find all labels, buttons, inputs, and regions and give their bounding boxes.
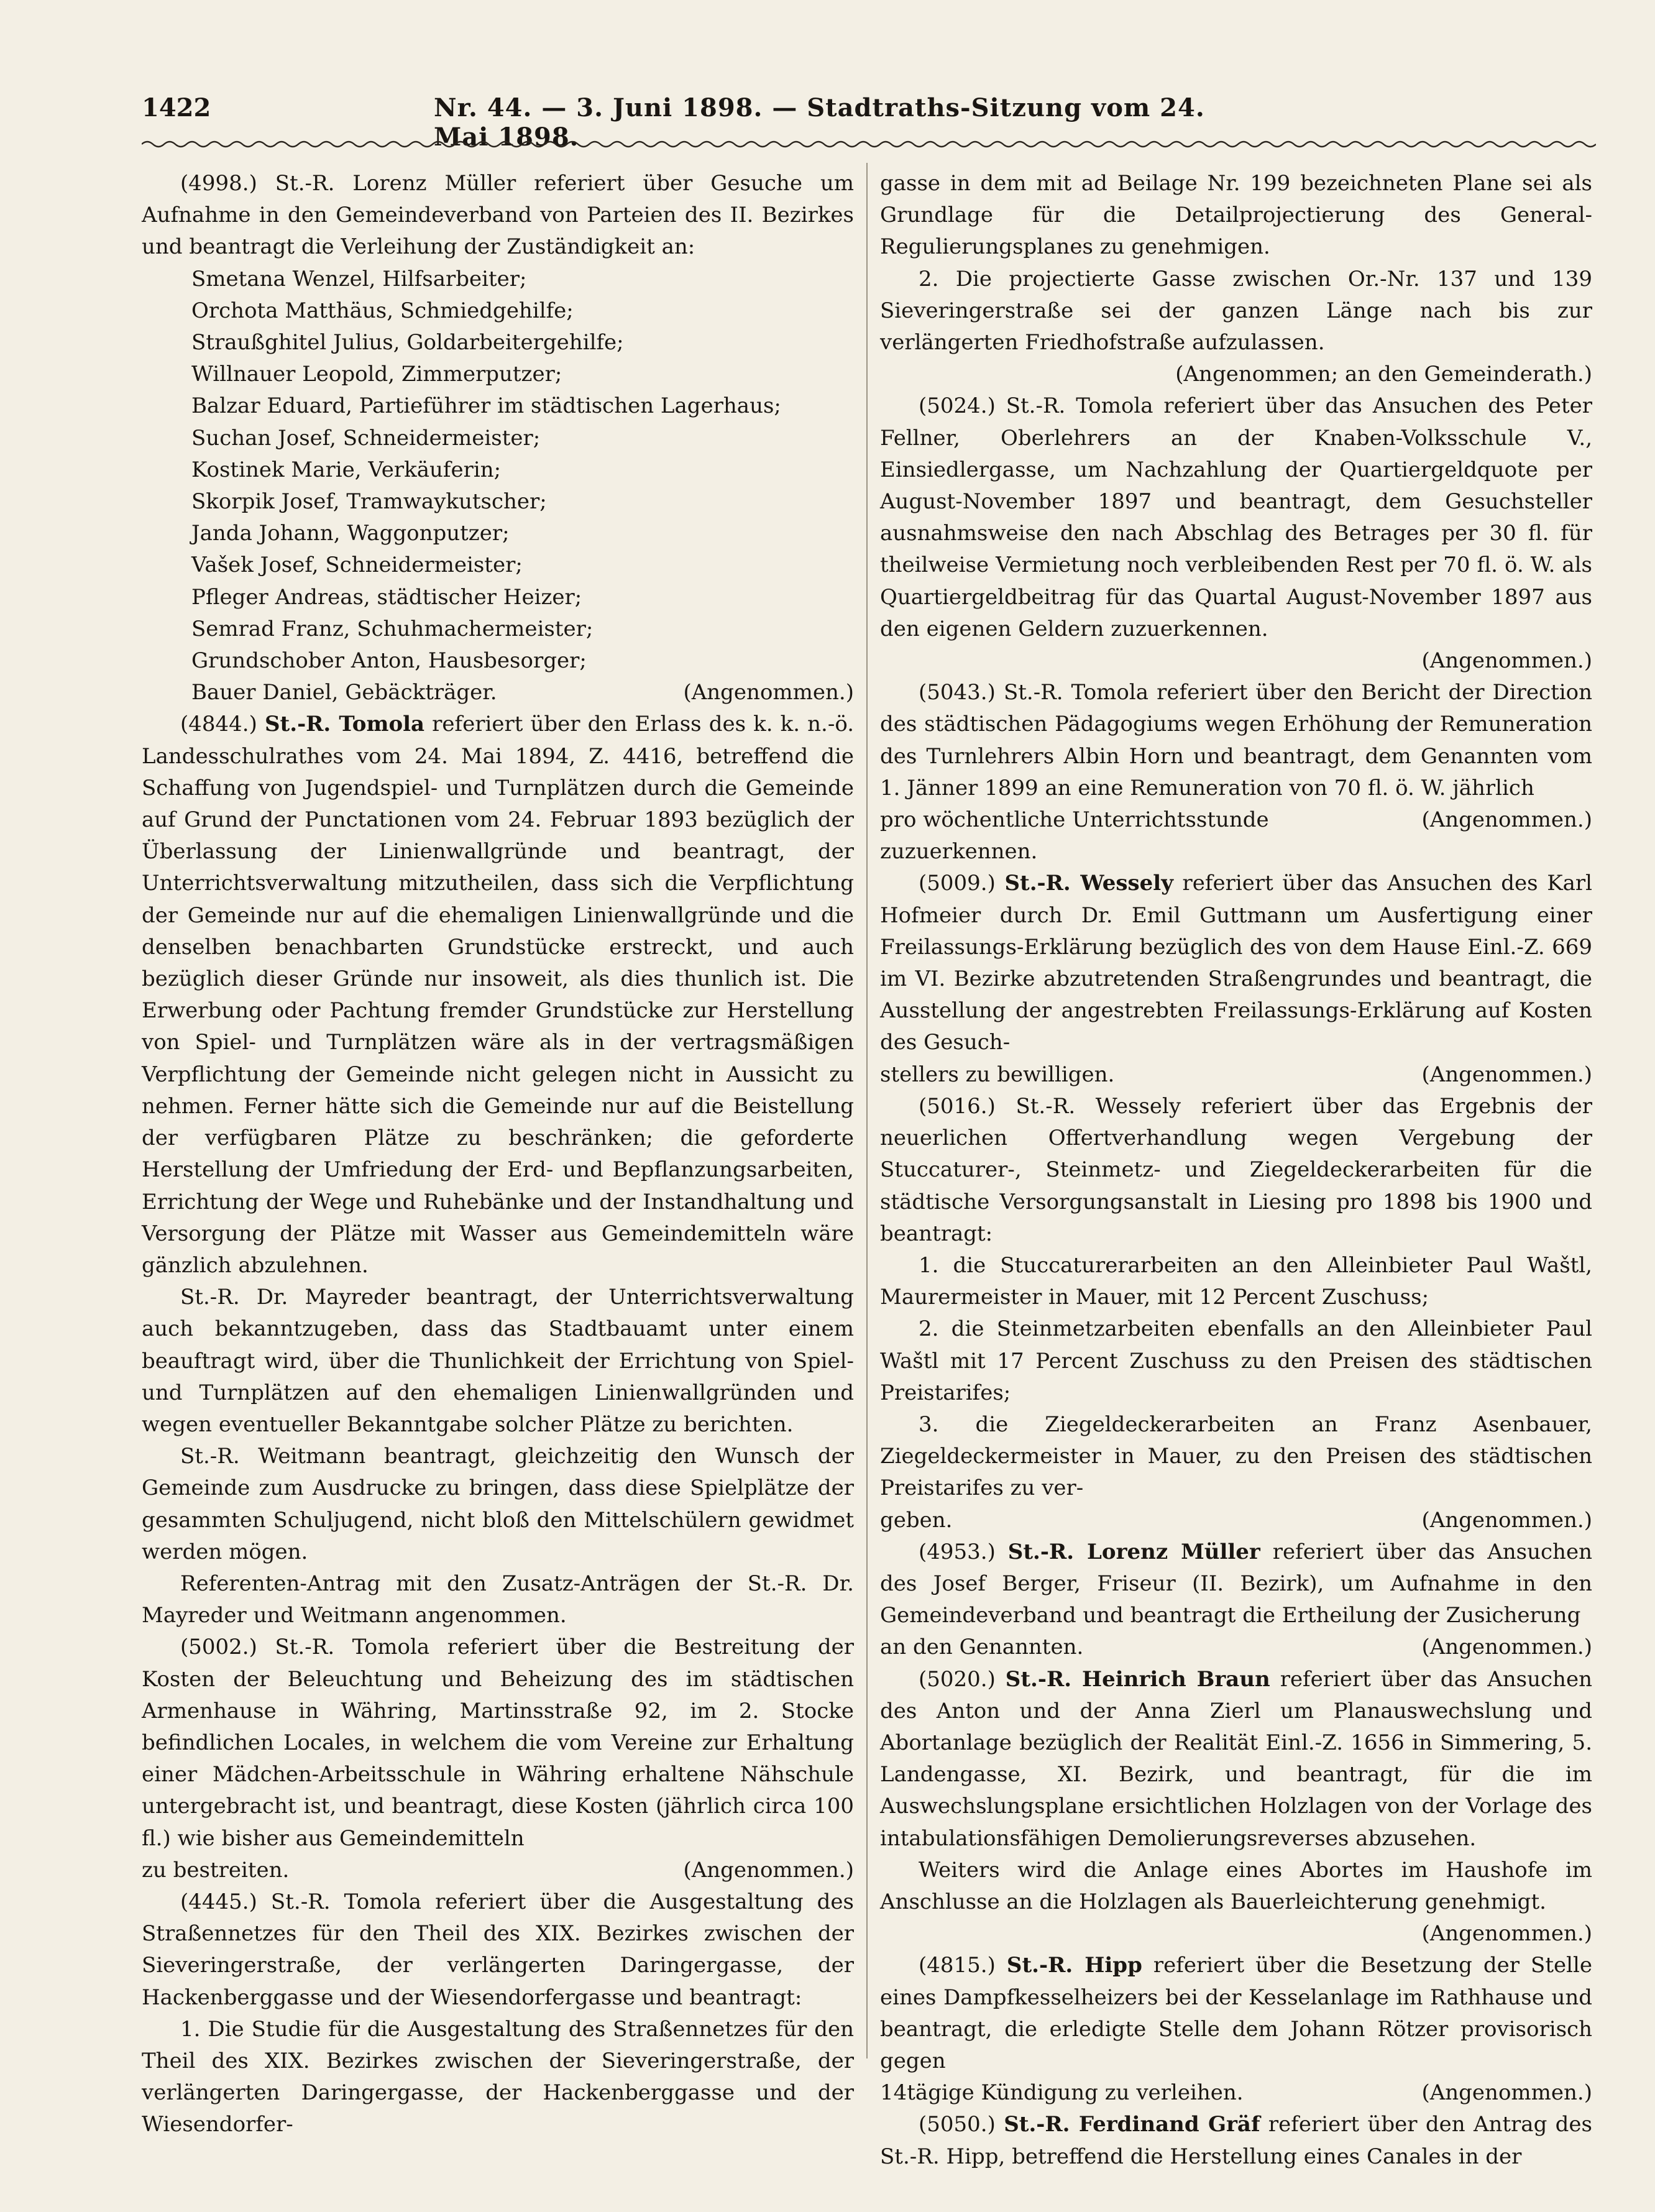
status-accepted: (Angenommen.) [1421, 2080, 1592, 2106]
entry-4953-end [880, 1631, 1592, 1663]
entry-text: referiert über das Ansuchen des Josef Berger, Friseur (II. Bezirk), um Aufnahme in den Gemeindeverband und beantragt die Ertheilung der Zusicherung [880, 1539, 1592, 1628]
status-accepted: (Angenommen.) [1421, 1635, 1592, 1660]
entry-5016-point-3: 3. die Ziegeldeckerarbeiten an Franz Asenbauer, Ziegeldeckermeister in Mauer, zu den Preisen des städtischen Preistarifes zu ver- [880, 1411, 1592, 1501]
entry-text: referiert über die Besetzung der Stelle eines Dampfkesselheizers bei der Kesselanlage im Rathhause und beantragt, die erledigte Stelle dem Johann Rötzer provisorisch gegen [880, 1953, 1592, 2073]
councillor-name: St.-R. Wessely [1004, 871, 1173, 896]
list-item: Vašek Josef, Schneidermeister; [191, 553, 523, 578]
status-accepted: (Angenommen.) [1421, 807, 1592, 833]
entry-4445-point-2: 2. Die projectierte Gasse zwischen Or.-Nr. 137 und 139 Sieveringerstraße sei der ganzen Länge nach bis zur verlängerten Friedhofstraße aufzulassen. [880, 266, 1592, 356]
entry-5009-end [880, 1059, 1592, 1091]
list-item: Orchota Matthäus, Schmiedgehilfe; [191, 298, 574, 323]
entry-text-end: geben. [880, 1507, 953, 1533]
entry-5009 [880, 868, 1592, 1058]
entry-4998-text: (4998.) St.-R. Lorenz Müller referiert über Gesuche um Aufnahme in den Gemeindeverband von Parteien des II. Bezirkes und beantragt die Verleihung der Zuständigkeit an: [142, 171, 854, 260]
councillor-name: St.-R. Hipp [1006, 1953, 1142, 1978]
list-item: Janda Johann, Waggonputzer; [191, 521, 510, 546]
running-title: Nr. 44. — 3. Juni 1898. — Stadtraths-Sitzung vom 24. Mai 1898. [434, 93, 1205, 152]
entry-5050 [880, 2109, 1592, 2172]
entry-4815-end [880, 2077, 1592, 2109]
referenten-antrag: Referenten-Antrag mit den Zusatz-Anträgen der St.-R. Dr. Mayreder und Weitmann angenommen. [142, 1571, 854, 1628]
councillor-name: St.-R. Tomola [264, 712, 425, 737]
entry-number: (5020.) [919, 1666, 996, 1692]
entry-text-end: an den Genannten. [880, 1635, 1084, 1660]
entry-5020 [880, 1664, 1592, 1855]
entry-5016-point-1: 1. die Stuccaturerarbeiten an den Alleinbieter Paul Waštl, Maurermeister in Mauer, mit 12 Percent Zuschuss; [880, 1252, 1592, 1310]
entry-5002: (5002.) St.-R. Tomola referiert über die Bestreitung der Kosten der Beleuchtung und Beheizung des im städtischen Armenhause in Währing, Martinsstraße 92, im 2. Stocke befindlichen Locales, in welchem die vom Vereine zur Erhaltung einer Mädchen-Arbeitsschule in Währing erhaltene Nähschule untergebracht ist, und beantragt, diese Kosten (jährlich circa 100 fl.) wie bisher aus Gemeindemitteln [142, 1635, 854, 1851]
status-accepted: (Angenommen.) [1421, 1921, 1592, 1947]
status-accepted: (Angenommen.) [1421, 1062, 1592, 1087]
status-accepted: (Angenommen.) [683, 1857, 854, 1883]
entry-5002-end [142, 1855, 854, 1886]
entry-5016: (5016.) St.-R. Wessely referiert über das Ergebnis der neuerlichen Offertverhandlung wegen Vergebung der Stuccaturer-, Steinmetz- und Ziegeldeckerarbeiten für die städtische Versorgungsanstalt in Liesing pro 1898 bis 1900 und beantragt: [880, 1093, 1592, 1246]
list-item: Suchan Josef, Schneidermeister; [191, 425, 541, 451]
list-item: Bauer Daniel, Gebäckträger. [191, 680, 497, 705]
list-item: Smetana Wenzel, Hilfsarbeiter; [191, 266, 527, 291]
councillor-name: St.-R. Heinrich Braun [1005, 1666, 1270, 1692]
list-item: Straußghitel Julius, Goldarbeitergehilfe; [191, 330, 624, 356]
councillor-name: St.-R. Lorenz Müller [1007, 1539, 1260, 1564]
header-wavy-rule [142, 138, 1596, 150]
list-item-last [142, 677, 854, 709]
names-list [142, 264, 854, 709]
entry-5043: (5043.) St.-R. Tomola referiert über den Bericht der Direction des städtischen Pädagogiums wegen Erhöhung der Remuneration des Turnlehrers Albin Horn und beantragt, dem Genannten vom 1. Jänner 1899 an eine Remuneration von 70 fl. ö. W. jährlich [880, 680, 1592, 801]
list-item: Semrad Franz, Schuhmachermeister; [191, 616, 594, 641]
entry-4445: (4445.) St.-R. Tomola referiert über die Ausgestaltung des Straßennetzes für den Theil des XIX. Bezirkes zwischen der Sieveringerstraße, der verlängerten Daringergasse, der Hackenberggasse und der Wiesendorfergasse und beantragt: [142, 1889, 854, 2010]
list-item: Pfleger Andreas, städtischer Heizer; [191, 584, 582, 610]
entry-5016-end [880, 1505, 1592, 1536]
entry-4445-point-1: 1. Die Studie für die Ausgestaltung des Straßennetzes für den Theil des XIX. Bezirkes zwischen der Sieveringerstraße, der verlängerten Daringergasse, der Hackenberggasse und der Wiesendorfer- [142, 2016, 854, 2137]
list-item: Balzar Eduard, Partieführer im städtischen Lagerhaus; [191, 393, 781, 419]
entry-5043-end [880, 804, 1592, 868]
entry-5024: (5024.) St.-R. Tomola referiert über das Ansuchen des Peter Fellner, Oberlehrers an der Knaben-Volksschule V., Einsiedlergasse, um Nachzahlung der Quartiergeldquote per August-November 1897 und beantragt, dem Gesuchsteller ausnahmsweise den nach Abschlag des Betrages per 30 fl. für theilweise Vermietung noch verbleibenden Rest per 70 fl. ö. W. als Quartiergeldbeitrag für das Quartal August-November 1897 aus den eigenen Geldern zuzuerkennen. [880, 393, 1592, 641]
entry-text-end: 14tägige Kündigung zu verleihen. [880, 2080, 1244, 2106]
left-column [142, 168, 854, 2141]
page-header [142, 93, 1267, 152]
list-item: Willnauer Leopold, Zimmerputzer; [191, 362, 562, 387]
entry-5016-point-2: 2. die Steinmetzarbeiten ebenfalls an den Alleinbieter Paul Waštl mit 17 Percent Zuschuss zu den Preisen des städtischen Preistarifes; [880, 1316, 1592, 1405]
status-accepted: (Angenommen.) [1421, 1507, 1592, 1533]
entry-text-end: pro wöchentliche Unterrichtsstunde zuzuerkennen. [880, 807, 1269, 865]
weitmann-motion: St.-R. Weitmann beantragt, gleichzeitig den Wunsch der Gemeinde zum Ausdrucke zu bringen, dass diese Spielplätze der gesammten Schuljugend, nicht bloß den Mittelschülern gewidmet werden mögen. [142, 1444, 854, 1564]
entry-4844 [142, 709, 854, 1282]
entry-number: (5050.) [919, 2112, 996, 2137]
status-accepted: (Angenommen; an den Gemeinderath.) [1175, 362, 1592, 387]
list-item: Grundschober Anton, Hausbesorger; [191, 648, 587, 674]
entry-4815 [880, 1950, 1592, 2077]
status-accepted: (Angenommen.) [1421, 648, 1592, 674]
entry-number: (4953.) [919, 1539, 996, 1564]
entry-number: (5009.) [919, 871, 996, 896]
status-accepted: (Angenommen.) [683, 680, 854, 705]
entry-number: (4844.) [180, 712, 257, 737]
mayreder-motion: St.-R. Dr. Mayreder beantragt, der Unterrichtsverwaltung auch bekanntzugeben, dass das Stadtbauamt unter einem beauftragt wird, über die Thunlichkeit der Errichtung von Spiel- und Turnplätzen auf den ehemaligen Linienwallgründen und wegen eventueller Bekanntgabe solcher Plätze zu berichten. [142, 1285, 854, 1437]
entry-text: referiert über den Erlass des k. k. n.-ö. Landesschulrathes vom 24. Mai 1894, Z. 4416, betreffend die Schaffung von Jugendspiel- und Turnplätzen durch die Gemeinde auf Grund der Punctationen vom 24. Februar 1893 bezüglich der Überlassung der Linienwallgründe und beantragt, der Unterrichtsverwaltung mitzutheilen, dass sich die Verpflichtung der Gemeinde nur auf die ehemaligen Linienwallgründe und die denselben benachbarten Grundstücke erstreckt, und auch bezüglich dieser Gründe nur insoweit, als dies thunlich ist. Die Erwerbung oder Pachtung fremder Grundstücke zur Herstellung von Spiel- und Turnplätzen wäre als in der vertragsmäßigen Verpflichtung der Gemeinde nicht gelegen nicht in Aussicht zu nehmen. Ferner hätte sich die Gemeinde nur auf die Beistellung der verfügbaren Plätze zu beschränken; die geforderte Herstellung der Umfriedung der Erd- und Bepflanzungsarbeiten, Errichtung der Wege und Ruhebänke und der Instandhaltung und Versorgung der Plätze mit Wasser aus Gemeindemitteln wäre gänzlich abzulehnen. [142, 712, 854, 1278]
entry-text-end: stellers zu bewilligen. [880, 1062, 1115, 1087]
right-column [880, 168, 1592, 2173]
list-item: Kostinek Marie, Verkäuferin; [191, 457, 502, 482]
entry-text: referiert über das Ansuchen des Karl Hofmeier durch Dr. Emil Guttmann um Ausfertigung einer Freilassungs-Erklärung bezüglich des von dem Hause Einl.-Z. 669 im VI. Bezirke abzutretenden Straßengrundes und beantragt, die Ausstellung der angestrebten Freilassungs-Erklärung auf Kosten des Gesuch- [880, 871, 1592, 1055]
entry-text-end: zu bestreiten. [142, 1857, 290, 1883]
entry-text: referiert über den Antrag des St.-R. Hipp, betreffend die Herstellung eines Canales in der [880, 2112, 1592, 2169]
entry-4445-continued: gasse in dem mit ad Beilage Nr. 199 bezeichneten Plane sei als Grundlage für die Detailprojectierung des General-Regulierungsplanes zu genehmigen. [880, 171, 1592, 260]
entry-4953 [880, 1536, 1592, 1632]
entry-text: referiert über das Ansuchen des Anton und der Anna Zierl um Planauswechslung und Abortanlage bezüglich der Realität Einl.-Z. 1656 in Simmering, 5. Landengasse, XI. Bezirk, und beantragt, für die im Auswechslungsplane ersichtlichen Holzlagen von der Vorlage des intabulationsfähigen Demolierungsreverses abzusehen. [880, 1666, 1592, 1851]
entry-5020-addendum: Weiters wird die Anlage eines Abortes im Haushofe im Anschlusse an die Holzlagen als Bauerleichterung genehmigt. [880, 1857, 1592, 1914]
column-divider [866, 163, 868, 2058]
page-number: 1422 [142, 93, 211, 122]
entry-number: (4815.) [919, 1953, 996, 1978]
councillor-name: St.-R. Ferdinand Gräf [1004, 2112, 1260, 2137]
list-item: Skorpik Josef, Tramwaykutscher; [191, 489, 547, 515]
